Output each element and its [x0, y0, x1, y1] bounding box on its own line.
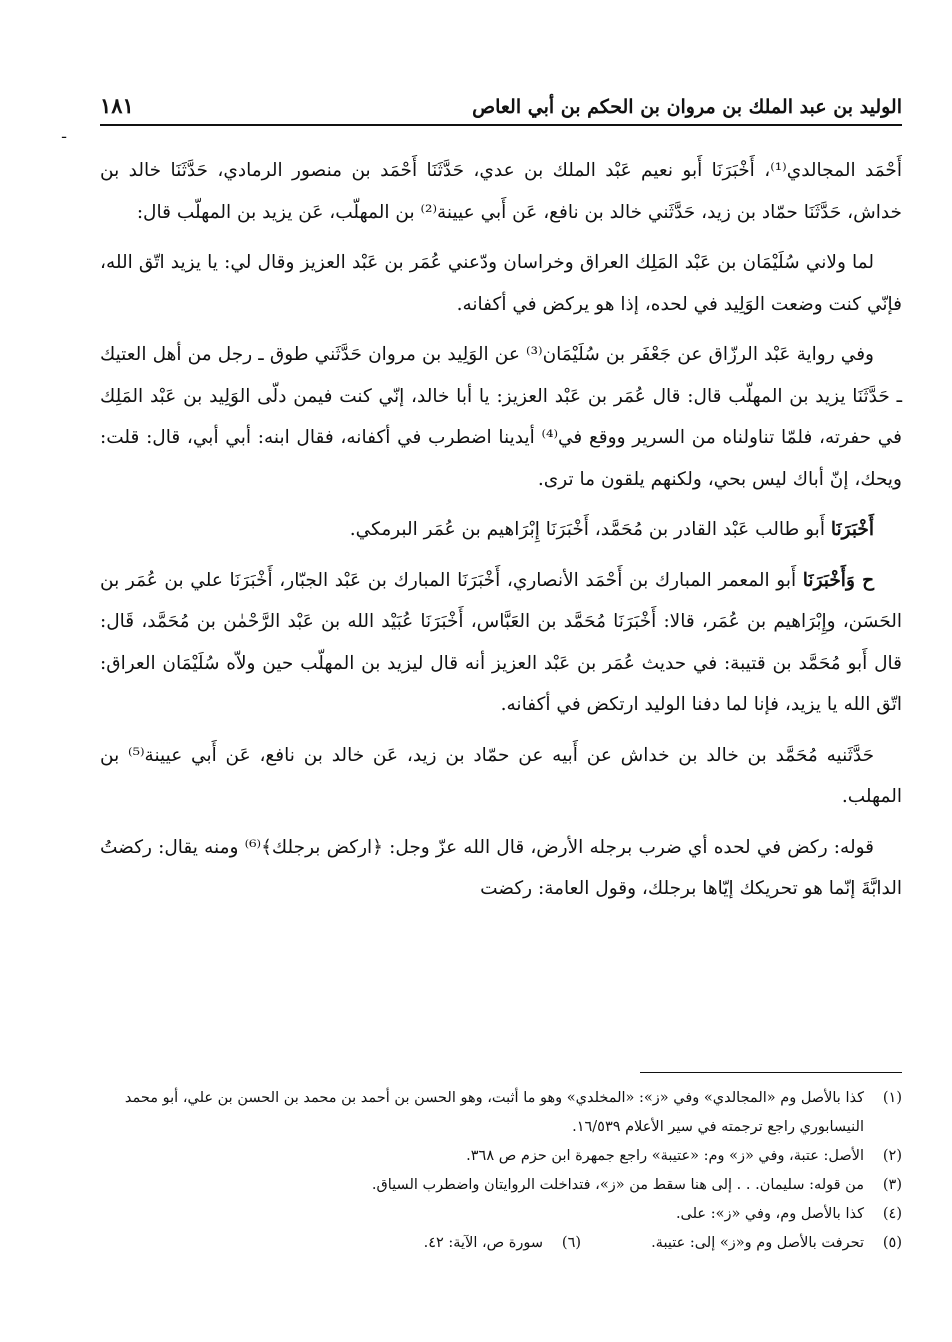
paragraph-lead: أَخْبَرَنَا: [830, 519, 874, 540]
running-header: [100, 84, 902, 118]
footnote-number: (٤): [882, 1206, 902, 1222]
footnote-text: الأصل: عتبة، وفي «ز» وم: «عتيبة» راجع جمهرة ابن حزم ص ٣٦٨.: [466, 1148, 864, 1164]
footnote-text: كذا بالأصل وم، وفي «ز»: على.: [675, 1206, 864, 1222]
footnote-number: (٥): [882, 1235, 902, 1251]
footnote: [100, 1142, 902, 1171]
paragraph-text: أَبو طالب عَبْد القادر بن مُحَمَّد، أَخْبَرَنَا إِبْرَاهيم بن عُمَر البرمكي.: [349, 519, 831, 540]
footnote: [100, 1200, 902, 1229]
paragraph-7: [100, 827, 902, 910]
paragraph-lead: ح وَأَخْبَرَنَا: [802, 569, 875, 591]
paragraph-3: [100, 334, 902, 500]
running-title: الوليد بن عبد الملك بن مروان بن الحكم بن أبي العاص: [472, 96, 902, 118]
page-number: ١٨١: [100, 93, 134, 118]
footnote-number: (٣): [882, 1177, 902, 1193]
paragraph-text: أَحْمَد المجالدي⁽¹⁾، أَخْبَرَنَا أَبو نعيم عَبْد الملك بن عدي، حَدَّثَنَا أَحْمَد بن منصور الرمادي، حَدَّثَنَا خالد بن خداش، حَدَّثَنَا حمّاد بن زيد، حَدَّثَني خالد بن نافع، عَن أَبي عيينة⁽²⁾ بن المهلّب، عَن يزيد بن المهلّب قال:: [100, 160, 902, 223]
footnote-text: كذا بالأصل وم «المجالدي» وفي «ز»: «المخلدي» وهو ما أثبت، وهو الحسن بن أحمد بن محمد بن الحسن بن علي، أبو محمد النيسابوري راجع ترجمته في سير الأعلام ١٦/٥٣٩.: [124, 1090, 864, 1135]
footnote-divider: [640, 1072, 902, 1073]
footnote-number: (٢): [882, 1148, 902, 1164]
paragraph-text: وفي رواية عَبْد الرزّاق عن جَعْفَر بن سُلَيْمَان⁽³⁾ عن الوَلِيد بن مروان حَدَّثَني طوق ـ رجل من أهل العتيك ـ حَدَّثَنَا يزيد بن المهلّب قال: قال عُمَر بن عَبْد العزيز: يا أبا خالد، إنّي كنت فيمن دلّى الوَلِيد بن عَبْد المَلِك في حفرته، فلمّا تناولناه من السرير ووقع في⁽⁴⁾ أيدينا اضطرب في أكفانه، فقال ابنه: أبي أبي، قال: قلت: ويحك، إنّ أباك ليس بحي، ولكنهم يلقون ما ترى.: [100, 344, 902, 490]
paragraph-1: [100, 150, 902, 233]
footnote-number: (٦): [561, 1235, 582, 1251]
paragraph-5: [100, 560, 902, 726]
margin-mark: ـ: [62, 126, 67, 142]
paragraph-text: حَدَّثَنيه مُحَمَّد بن خالد بن خداش عن أَبيه عن حمّاد بن زيد، عَن خالد بن نافع، عَن أَبي عيينة⁽⁵⁾ بن المهلب.: [100, 744, 902, 807]
footnote: [100, 1171, 902, 1200]
footnote-number: (١): [882, 1090, 902, 1106]
main-text: [100, 150, 902, 910]
paragraph-4: [100, 509, 902, 551]
header-divider: [100, 124, 902, 126]
footnote: [424, 1229, 581, 1258]
paragraph-6: [100, 735, 902, 818]
paragraph-text: قوله: ركض في لحده أي ضرب برجله الأرض، قال الله عزّ وجل: ﴿اركض برجلك﴾⁽⁶⁾ ومنه يقال: ركضتُ الدابَّةَ إنّما هو تحريكك إيّاها برجلك، وقول العامة: ركضت: [100, 836, 902, 899]
paragraph-text: أَبو المعمر المبارك بن أَحْمَد الأنصاري، أَخْبَرَنَا المبارك بن عَبْد الجبّار، أَخْبَرَنَا علي بن عُمَر بن الحَسَن، وإِبْرَاهيم بن عُمَر، قالا: أَخْبَرَنَا مُحَمَّد بن العَبَّاس، أَخْبَرَنَا عُبَيْد الله بن عَبْد الرَّحْمٰن بن مُحَمَّد، قَال: قال أَبو مُحَمَّد بن قتيبة: في حديث عُمَر بن عَبْد العزيز أنه قال ليزيد بن المهلّب حين ولاّه سُلَيْمَان العراق: اتّق الله يا يزيد، فإنا لما دفنا الوليد ارتكض في أكفانه.: [100, 569, 902, 715]
footnote-text: سورة ص، الآية: ٤٢.: [423, 1235, 544, 1251]
footnote-row: [100, 1229, 902, 1258]
footnote: [651, 1229, 902, 1258]
footnote: [100, 1084, 902, 1142]
footnotes: [100, 1084, 902, 1258]
footnote-text: من قوله: سليمان. . . إلى هنا سقط من «ز»، فتداخلت الروايتان واضطرب السياق.: [371, 1177, 864, 1193]
footnote-text: تحرفت بالأصل وم و«ز» إلى: عتيبة.: [651, 1235, 864, 1251]
paragraph-text: لما ولاني سُلَيْمَان بن عَبْد المَلِك العراق وخراسان ودّعني عُمَر بن عَبْد العزيز وقال لي: يا يزيد اتّق الله، فإنّي كنت وضعت الوَلِيد في لحده، إذا هو يركض في أكفانه.: [100, 252, 902, 315]
paragraph-2: [100, 242, 902, 325]
